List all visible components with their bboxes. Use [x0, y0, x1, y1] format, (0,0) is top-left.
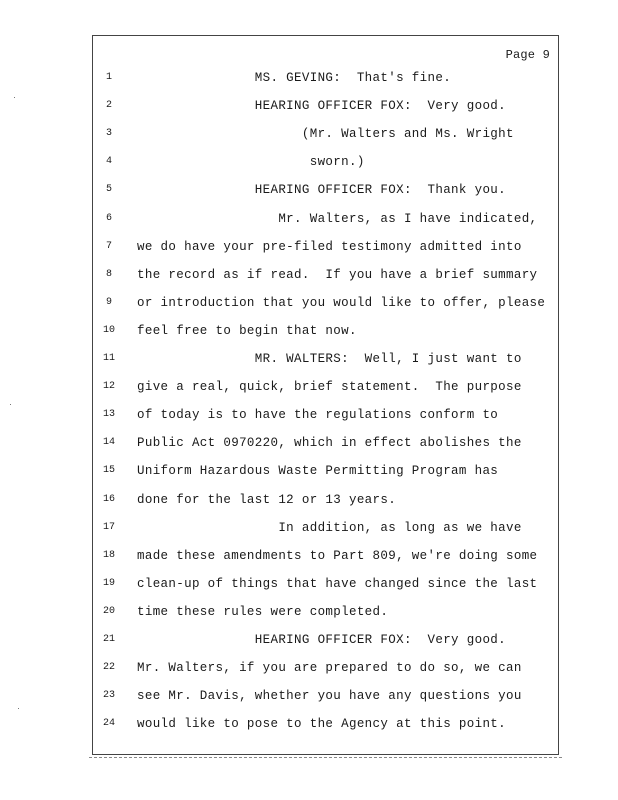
line-text: MS. GEVING: That's fine. — [137, 71, 452, 85]
line-number: 9 — [105, 296, 112, 308]
line-text: HEARING OFFICER FOX: Very good. — [137, 633, 507, 647]
transcript-line — [0, 237, 618, 257]
line-number: 21 — [102, 634, 115, 645]
line-text: see Mr. Davis, whether you have any questions you — [137, 689, 522, 704]
line-number: 1 — [105, 72, 112, 83]
line-number: 24 — [102, 718, 115, 730]
line-text: clean-up of things that have changed since the last — [137, 576, 538, 591]
line-text: HEARING OFFICER FOX: Thank you. — [137, 183, 507, 198]
line-text: we do have your pre-filed testimony admitted into — [137, 239, 522, 254]
transcript-line — [0, 265, 618, 285]
transcript-line — [0, 96, 618, 116]
line-number: 6 — [105, 212, 112, 224]
line-text: feel free to begin that now. — [137, 323, 357, 338]
transcript-line — [0, 461, 618, 481]
line-number: 2 — [105, 100, 112, 112]
line-number: 22 — [102, 662, 115, 674]
line-number: 7 — [105, 240, 112, 252]
line-number: 13 — [102, 409, 115, 421]
line-number: 4 — [105, 156, 112, 168]
line-number: 20 — [102, 605, 115, 617]
transcript-line — [0, 405, 618, 425]
line-text: Mr. Walters, as I have indicated, — [137, 211, 538, 226]
line-number: 14 — [102, 437, 115, 449]
transcript-line — [0, 180, 618, 200]
transcript-line — [0, 490, 618, 510]
transcript-line — [0, 630, 618, 650]
line-text: Public Act 0970220, which in effect abolishes the — [137, 436, 522, 451]
line-text: (Mr. Walters and Ms. Wright — [137, 127, 514, 142]
scan-speck — [14, 97, 15, 98]
line-number: 15 — [102, 465, 115, 477]
transcript-line — [0, 546, 618, 566]
line-text: In addition, as long as we have — [137, 520, 522, 535]
line-text: would like to pose to the Agency at this point. — [137, 717, 507, 732]
line-number: 10 — [102, 324, 115, 336]
transcript-line — [0, 658, 618, 678]
transcript-line — [0, 293, 618, 313]
line-number: 11 — [102, 353, 115, 364]
transcript-line — [0, 152, 618, 172]
transcript-line — [0, 686, 618, 706]
line-number: 23 — [102, 690, 115, 702]
transcript-line — [0, 321, 618, 341]
transcript-line — [0, 518, 618, 538]
line-number: 18 — [102, 549, 115, 561]
line-text: HEARING OFFICER FOX: Very good. — [137, 99, 507, 114]
transcript-line — [0, 349, 618, 369]
transcript-line — [0, 124, 618, 144]
scan-speck — [10, 404, 11, 405]
transcript-line — [0, 377, 618, 397]
transcript-line — [0, 574, 618, 594]
line-number: 17 — [102, 521, 115, 533]
transcript-line — [0, 714, 618, 734]
line-text: time these rules were completed. — [137, 604, 389, 619]
line-text: MR. WALTERS: Well, I just want to — [137, 352, 522, 366]
line-number: 5 — [105, 184, 112, 196]
line-text: Mr. Walters, if you are prepared to do so, we can — [137, 661, 522, 676]
scan-speck — [18, 708, 19, 709]
line-text: made these amendments to Part 809, we're doing some — [137, 548, 538, 563]
line-text: sworn.) — [137, 155, 365, 170]
line-text: done for the last 12 or 13 years. — [137, 492, 397, 507]
line-number: 8 — [105, 268, 112, 280]
transcript-line — [0, 602, 618, 622]
line-number: 19 — [102, 577, 115, 589]
transcript-line — [0, 433, 618, 453]
line-number: 12 — [102, 381, 115, 393]
line-text: the record as if read. If you have a brief summary — [137, 267, 538, 282]
line-number: 16 — [102, 493, 115, 505]
transcript-line — [0, 209, 618, 229]
line-text: Uniform Hazardous Waste Permitting Program has — [137, 464, 499, 479]
page-number: Page 9 — [505, 48, 550, 62]
line-text: of today is to have the regulations conform to — [137, 408, 499, 423]
line-text: or introduction that you would like to offer, please — [137, 295, 546, 310]
line-text: give a real, quick, brief statement. The purpose — [137, 380, 522, 395]
transcript-line — [0, 68, 618, 88]
line-number: 3 — [105, 128, 112, 140]
